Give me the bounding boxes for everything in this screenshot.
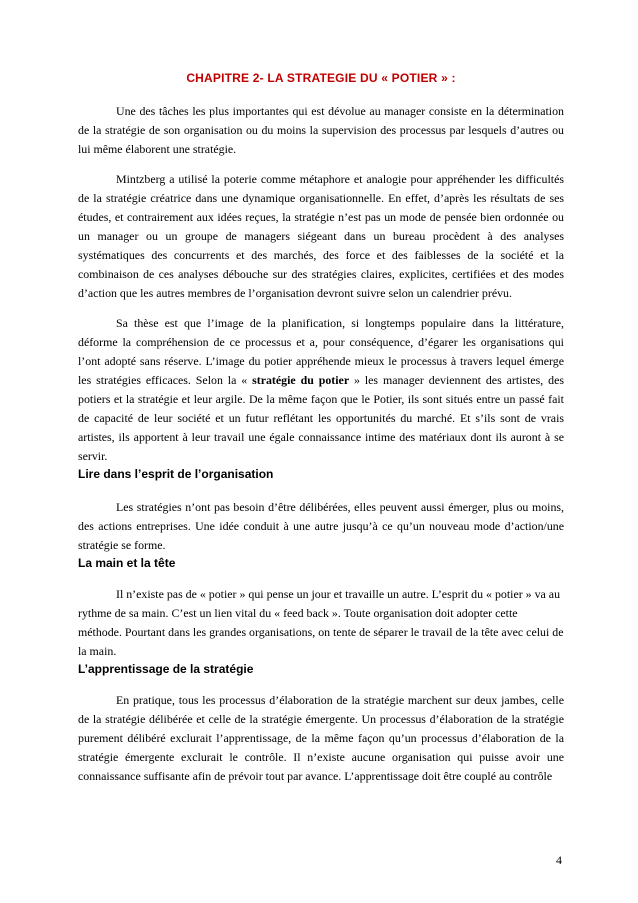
thesis-text-after: » les manager deviennent des artistes, des potiers et la stratégie et leur argile. De la même façon que le Potier, ils sont situés entre un passé fait de capacité de leur société et un futur reflétant les opportunités du marché. Et s’ils sont de vrais artistes, ils apportent à leur travail une égale connaissance intime des matériaux dont ils auront à se servir. [78,373,565,463]
chapter-title: CHAPITRE 2- LA STRATEGIE DU « POTIER » : [186,71,456,85]
section-heading-apprentissage: L’apprentissage de la stratégie [78,662,254,676]
thesis-paragraph [78,314,564,466]
intro-paragraph-2: Mintzberg a utilisé la poterie comme métaphore et analogie pour appréhender les difficultés de la stratégie créatrice dans une dynamique organisationnelle. En effet, d’après les résultats de ses études, et contrairement aux idées reçues, la stratégie n’est pas un mode de pensée bien ordonnée ou un manager ou un groupe de managers siégeant dans un bureau procèdent à des analyses systématiques des concurrents et des marchés, des force et des faiblesses de la société et la combinaison de ces analyses débouche sur des stratégies claires, explicites, certifiées et des modes d’action que les autres membres de l’organisation devront suivre selon un calendrier prévu. [78,172,564,300]
section-paragraph-apprentissage: En pratique, tous les processus d’élaboration de la stratégie marchent sur deux jambes, celle de la stratégie délibérée et celle de la stratégie émergente. Un processus d’élaboration de la stratégie purement délibéré exclurait l’apprentissage, de la même façon qu’un processus d’élaboration de la stratégie émergente exclurait le contrôle. Il n’existe aucune organisation qui puisse avoir une connaissance suffisante afin de prévoir tout par avance. L’apprentissage doit être couplé au contrôle [78,693,564,783]
thesis-bold-term: stratégie du potier [252,373,350,387]
section-paragraph-lire-esprit: Les stratégies n’ont pas besoin d’être délibérées, elles peuvent aussi émerger, plus ou moins, des actions entreprises. Une idée conduit à une autre jusqu’à ce qu’un nouveau mode d’action/une stratégie se forme. [78,500,564,552]
section-heading-main-tete: La main et la tête [78,556,176,570]
thesis-text-before: Sa thèse est que l’image de la planification, si longtemps populaire dans la littérature, déforme la compréhension de ce processus et a, pour conséquence, d’égarer les organisations qui l’ont adopté sans réserve. L’image du potier appréhende mieux le processus à travers lequel émerge les stratégies efficaces. Selon la « [78,316,564,387]
intro-paragraph-1: Une des tâches les plus importantes qui est dévolue au manager consiste en la détermination de la stratégie de son organisation ou du moins la supervision des processus par lesquels d’autres ou lui même élaborent une stratégie. [78,104,564,156]
section-paragraph-main-tete: Il n’existe pas de « potier » qui pense un jour et travaille un autre. L’esprit du « potier » va au rythme de sa main. C’est un lien vital du « feed back ». Toute organisation doit adopter cette méthode. Pourtant dans les grandes organisations, on tente de séparer le travail de la tête avec celui de la main. [78,587,564,658]
page-number: 4 [556,853,562,867]
section-heading-lire-esprit: Lire dans l’esprit de l’organisation [78,467,274,481]
document-page [78,70,564,786]
